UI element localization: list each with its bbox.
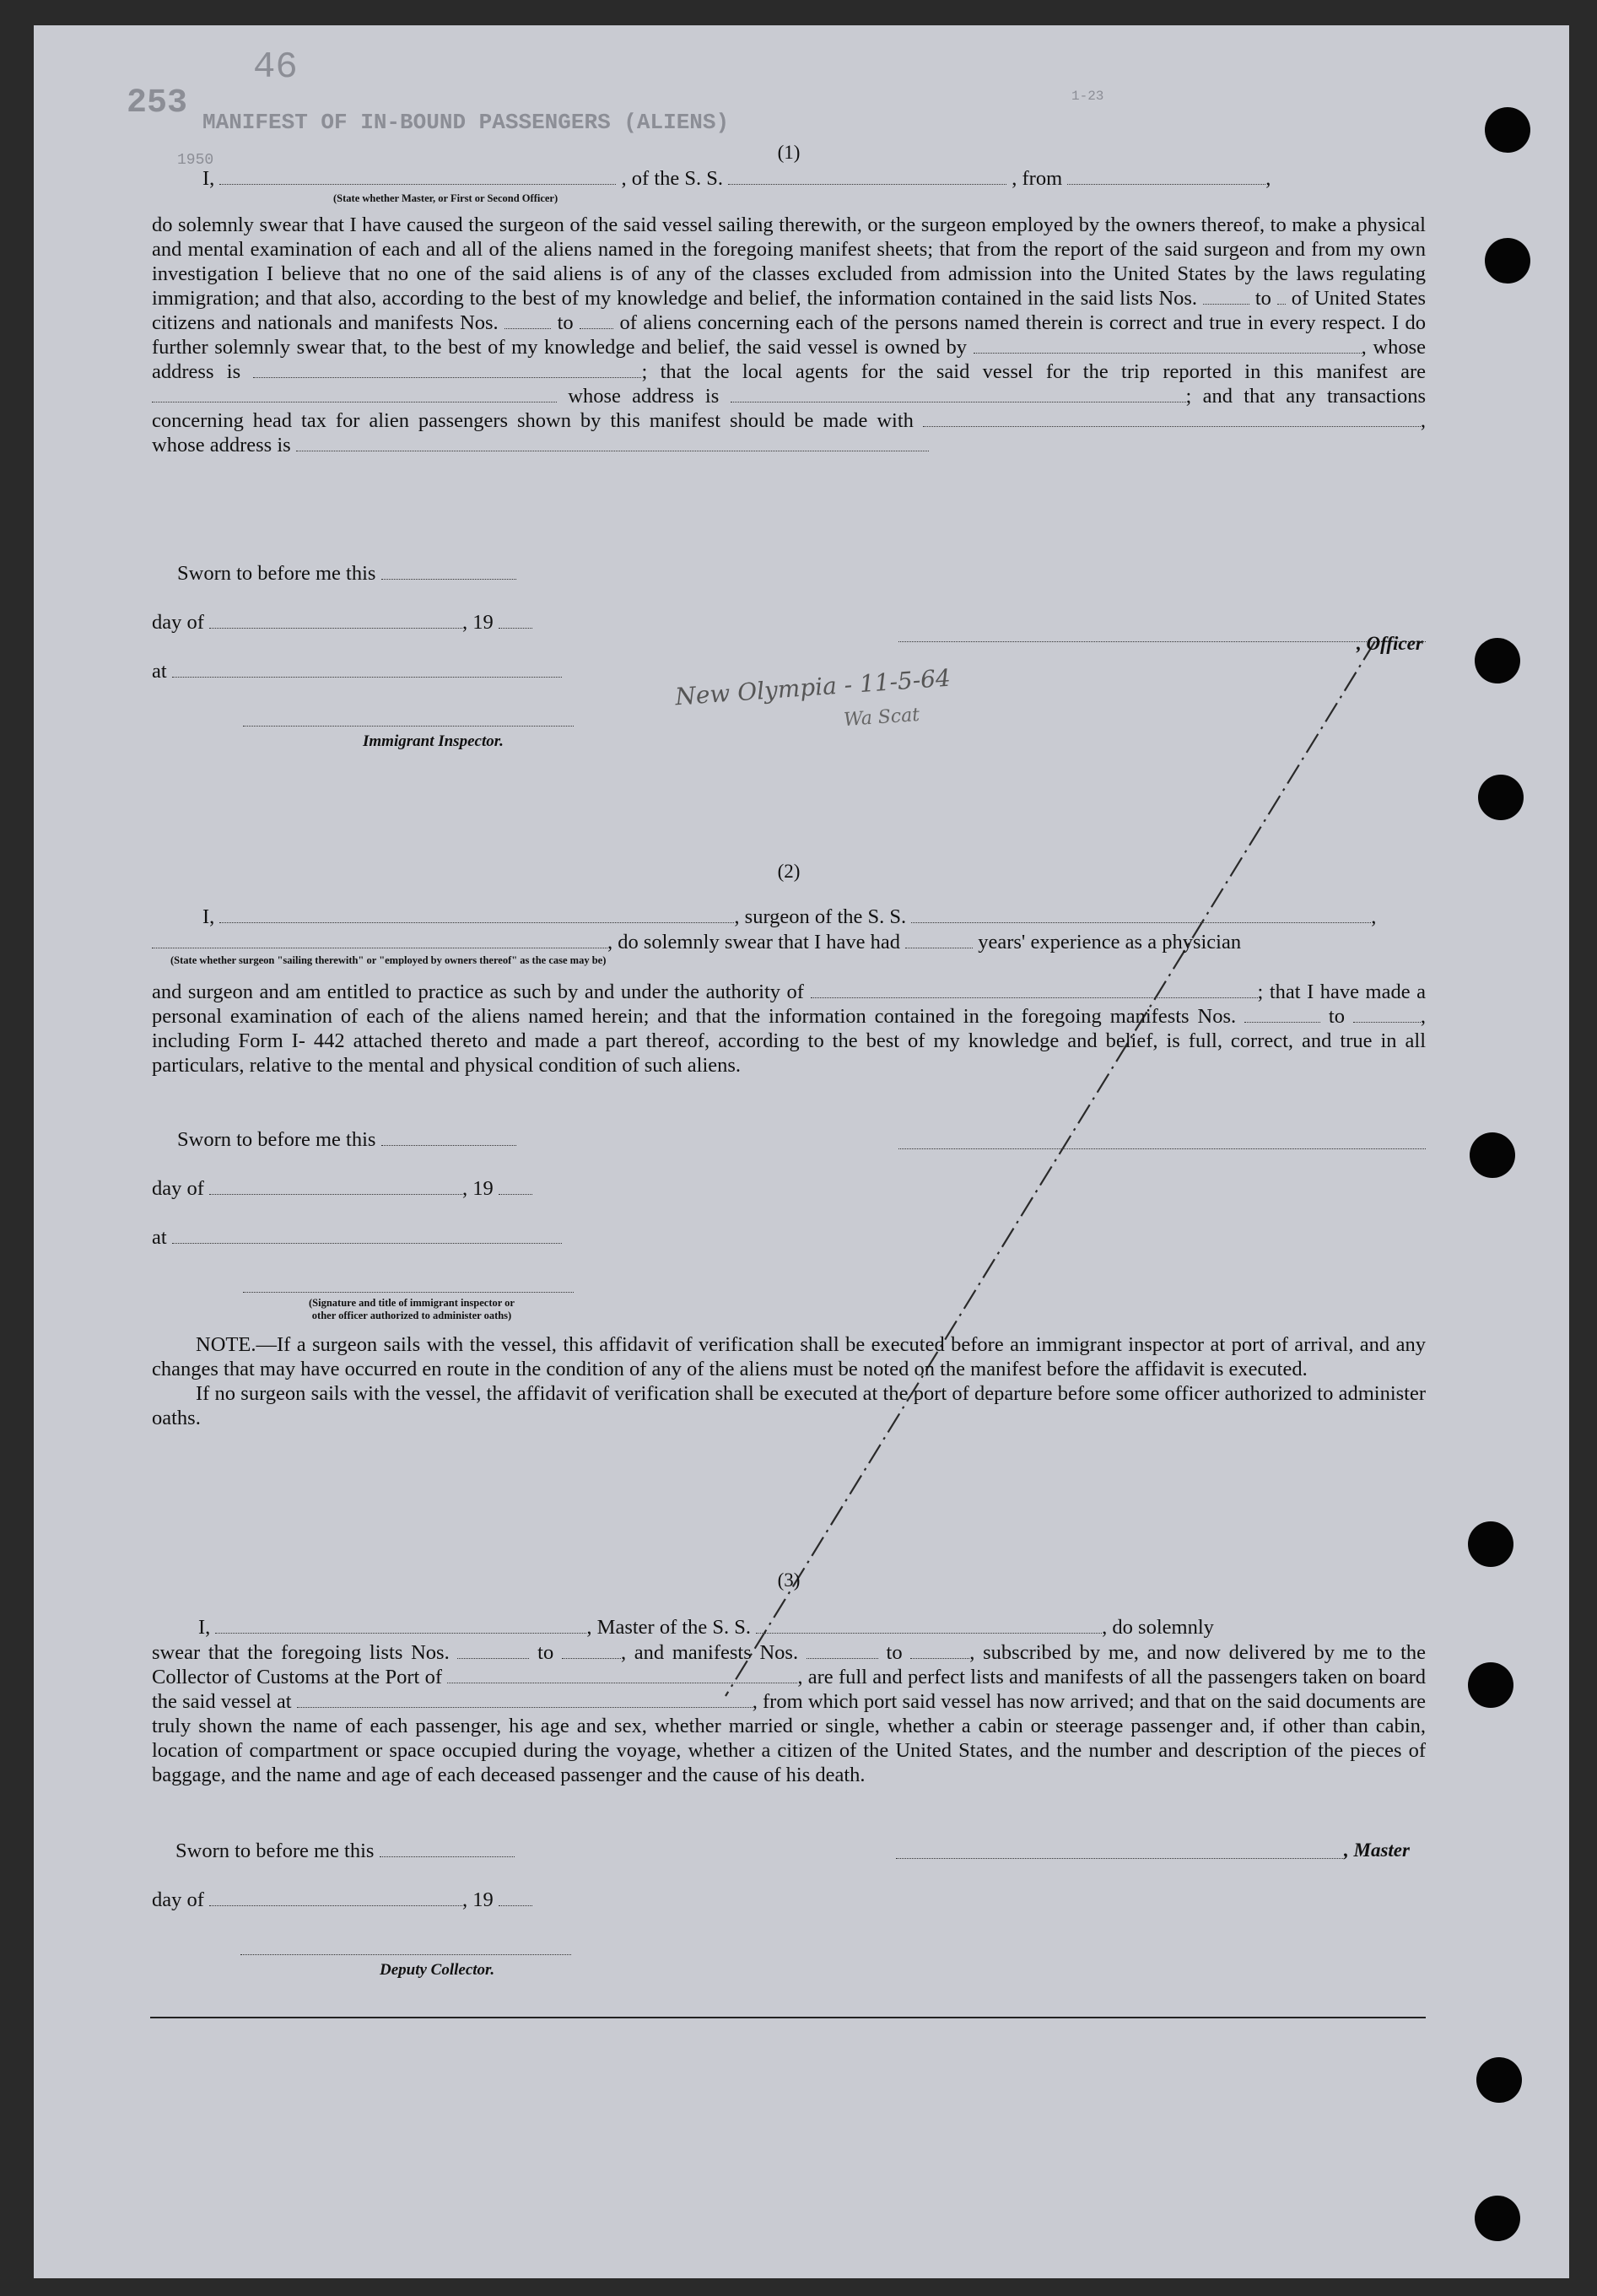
line-i: I, , surgeon of the S. S. , <box>202 905 1377 928</box>
blank-from[interactable] <box>1067 169 1265 185</box>
section2-body: and surgeon and am entitled to practice as such by and under the authority of ; that I have made a personal examination of each of the aliens named herein; and that the information contained in the foregoing manifests Nos. to , including Form I- 442 attached thereto and made a part thereof, according to the best of my knowledge and belief, is full, correct, and true in all particulars, relative to the mental and physical condition of such aliens. <box>152 981 1427 1077</box>
blank-list-from[interactable] <box>1203 289 1249 305</box>
day-line <box>152 1888 532 1912</box>
blank-manifest-to[interactable] <box>1353 1007 1421 1023</box>
inspector-signature-line[interactable] <box>243 1292 574 1293</box>
text-from-which: , from which <box>752 1690 859 1713</box>
blank-vessel[interactable] <box>911 907 1371 923</box>
inspector-signature-line[interactable] <box>243 726 574 727</box>
note-block <box>152 1332 1426 1430</box>
blank-at[interactable] <box>172 1228 562 1244</box>
caption-deputy: Deputy Collector. <box>380 1961 495 1979</box>
section3-body <box>152 1640 1426 1787</box>
text-collector: delivered by me to the Collector of Customs at the Port of <box>152 1641 1427 1688</box>
caption-surgeon: (State whether surgeon "sailing therewith" or "employed by owners thereof" as the case may be) <box>170 954 607 966</box>
text-to: to <box>886 1641 903 1664</box>
text-to: to <box>537 1641 554 1664</box>
text-whose-address: , whose address is <box>152 336 1426 383</box>
text-master-of-ss: , Master of the S. S. <box>586 1616 752 1639</box>
note-text-2: If no surgeon sails with the vessel, the affidavit of verification shall be executed at the port of departure before some officer authorized to administer oaths. <box>152 1382 1426 1429</box>
paragraph-examination: that I have made a personal examination of each of the aliens named herein; and that the information contained in the foregoing manifests Nos. <box>152 981 1427 1028</box>
blank-master-name[interactable] <box>215 1618 586 1634</box>
caption-officer: (State whether Master, or First or Second Officer) <box>333 192 558 204</box>
sworn-line <box>177 1128 516 1152</box>
section1-body <box>152 213 1426 457</box>
handwritten-note: Wa Scat <box>843 704 920 732</box>
text-from: , from <box>1012 167 1063 190</box>
blank-manifest-from[interactable] <box>1244 1007 1320 1023</box>
text-i: I, <box>202 905 215 928</box>
blank-agents-address[interactable] <box>731 386 1186 402</box>
text-solemnly: , do solemnly <box>1102 1616 1214 1639</box>
blank-list-to[interactable] <box>1277 289 1286 305</box>
caption-officer-sig: , Officer <box>1357 633 1423 654</box>
text-i: I, <box>198 1616 211 1639</box>
text-to: to <box>1328 1005 1345 1028</box>
blank-sworn[interactable] <box>381 1130 516 1146</box>
blank-surgeon-status[interactable] <box>152 932 607 948</box>
section-number: (1) <box>777 142 801 163</box>
section-1 <box>152 116 1426 758</box>
blank-officer[interactable] <box>219 169 616 185</box>
sworn-line <box>175 1840 515 1863</box>
day-line <box>152 1177 532 1201</box>
text-at: at <box>152 1226 167 1249</box>
text-swear: , do solemnly swear that I have had <box>607 931 900 954</box>
text-transactions: ; and that any transactions concerning head tax for alien passengers shown by this manifest should be made with <box>152 385 1426 432</box>
blank-authority[interactable] <box>811 982 1258 998</box>
text-whose-address-3: , whose address is <box>152 409 1427 456</box>
text-day-of: day of <box>152 611 204 634</box>
line-i <box>198 1616 1214 1640</box>
text-subscribed: , subscribed by me, and now <box>969 1641 1221 1664</box>
text-local-agents: ; that the local agents for the said vessel for the trip reported in this manifest are <box>641 360 1426 383</box>
officer-signature-line[interactable] <box>898 641 1426 642</box>
blank-at[interactable] <box>172 662 562 678</box>
blank-manifest-to[interactable] <box>580 313 613 329</box>
text-sworn: Sworn to before me this <box>175 1840 375 1862</box>
text-day-of: day of <box>152 1177 204 1200</box>
bleed-stamp-number: 253 <box>127 84 188 122</box>
text-year: , 19 <box>462 611 494 634</box>
day-line <box>152 611 532 635</box>
section-2 <box>152 814 1426 1456</box>
text-taken-on-board: manifests of all the passengers taken on board the said vessel at <box>152 1666 1427 1713</box>
blank-day[interactable] <box>209 1890 462 1906</box>
blank-owner-address[interactable] <box>253 362 641 378</box>
blank-manifest-to[interactable] <box>910 1643 969 1659</box>
text-us-citizens: of United States citizens and nationals and manifests Nos. <box>152 287 1427 334</box>
text-i: I, <box>202 167 215 190</box>
blank-vessel[interactable] <box>728 169 1006 185</box>
text-full-lists: , are full and perfect lists and <box>797 1666 1039 1688</box>
blank-surgeon-name[interactable] <box>219 907 734 923</box>
handwritten-note: New Olympia - 11-5-64 <box>674 663 952 711</box>
text-surgeon-of-ss: , surgeon of the S. S. <box>734 905 907 928</box>
blank-day[interactable] <box>209 613 462 629</box>
text-lists: swear that the foregoing lists Nos. <box>152 1641 450 1664</box>
surgeon-signature-line[interactable] <box>898 1148 1426 1149</box>
blank-owner[interactable] <box>974 338 1362 354</box>
bleed-year: 1950 <box>177 152 214 169</box>
line-swear <box>152 931 1241 954</box>
document-page <box>34 25 1569 2278</box>
text-of-aliens: of aliens concerning each of the persons named therein is correct and true in every respect. I do further solemnly swear that, to the best of my knowledge and belief, the said vessel is owned by <box>152 311 1427 359</box>
blank-year[interactable] <box>499 1890 532 1906</box>
text-of-ss: , of the S. S. <box>621 167 724 190</box>
blank-list-to[interactable] <box>562 1643 621 1659</box>
text-manifests: , and manifests Nos. <box>620 1641 799 1664</box>
text-including: , including Form I- 442 attached thereto and made a part thereof, according to the best of my knowledge and belief, is full, correct, and true in all particulars, relative to the mental and physical condition of such aliens. <box>152 1005 1427 1077</box>
text-practice: and surgeon and am entitled to practice as such by and under the authority of <box>152 981 804 1003</box>
text-day-of: day of <box>152 1888 204 1911</box>
blank-list-from[interactable] <box>457 1643 529 1659</box>
caption-master: , Master <box>1344 1840 1410 1861</box>
at-line <box>152 1226 562 1250</box>
blank-head-tax[interactable] <box>923 411 1421 427</box>
blank-head-tax-address[interactable] <box>296 435 929 451</box>
text-to: to <box>1254 287 1271 310</box>
line-i: I, , of the S. S. , from , <box>202 167 1271 190</box>
blank-year[interactable] <box>499 1179 532 1195</box>
bleed-line: 1-23 <box>1071 89 1104 104</box>
section-3 <box>152 1544 1426 2050</box>
text-sworn: Sworn to before me this <box>177 562 376 585</box>
blank-vessel[interactable] <box>756 1618 1102 1634</box>
caption-signature <box>260 1297 564 1322</box>
deputy-signature-line[interactable] <box>240 1954 571 1955</box>
blank-manifest-from[interactable] <box>807 1643 878 1659</box>
text-sworn: Sworn to before me this <box>177 1128 376 1151</box>
bottom-rule <box>150 2017 1426 2018</box>
section-number: (3) <box>777 1569 801 1591</box>
blank-year[interactable] <box>499 613 532 629</box>
master-signature-line[interactable] <box>896 1858 1343 1859</box>
caption-line: other officer authorized to administer oaths) <box>311 1310 512 1321</box>
blank-sworn[interactable] <box>381 564 516 580</box>
sworn-line <box>177 562 516 586</box>
blank-sworn[interactable] <box>380 1841 515 1857</box>
bleed-handwritten-number: 46 <box>253 46 298 89</box>
caption-line: (Signature and title of immigrant inspector or <box>309 1297 515 1309</box>
at-line <box>152 660 562 683</box>
note-label: NOTE.— <box>196 1333 277 1356</box>
paragraph-oath: do solemnly swear that I have caused the surgeon of the said vessel sailing therewith, or the surgeon employed by the owners thereof, to make a physical and mental examination of each and all of the aliens named in the foregoing manifest sheets; that from the report of the said surgeon and from my own investigation I believe that no one of the said aliens is of any of the classes excluded from admission into the United States by the laws regulating immigration; and that also, according to the best of my knowledge and belief, the information contained in the said lists Nos. <box>152 213 1426 310</box>
caption-inspector: Immigrant Inspector. <box>363 732 504 750</box>
blank-port[interactable] <box>447 1667 797 1683</box>
note-text: If a surgeon sails with the vessel, this affidavit of verification shall be executed before an immigrant inspector at port of arrival, and any changes that may have occurred en route in the condition of any of the aliens must be noted on the manifest before the affidavit is executed. <box>152 1333 1426 1380</box>
blank-port-embark[interactable] <box>297 1692 753 1708</box>
blank-day[interactable] <box>209 1179 462 1195</box>
blank-manifest-from[interactable] <box>504 313 551 329</box>
text-at: at <box>152 660 167 683</box>
text-years: years' experience as a physician <box>978 931 1242 954</box>
blank-years[interactable] <box>905 932 973 948</box>
text-whose-address-2: whose address is <box>568 385 720 408</box>
paragraph-passengers: port said vessel has now arrived; and that on the said documents are truly shown the name of each passenger, his age and sex, whether married or single, whether a cabin or steerage passenger and, if other than cabin, location of compartment or space occupied during the voyage, whether a citizen of the United States, and the number and description of the pieces of baggage, and the name and age of each deceased passenger and the cause of his death. <box>152 1690 1427 1786</box>
text-to: to <box>557 311 574 334</box>
blank-agents[interactable] <box>152 386 557 402</box>
text-year: , 19 <box>462 1177 494 1200</box>
bleed-form-title: MANIFEST OF IN-BOUND PASSENGERS (ALIENS) <box>202 110 730 135</box>
text-year: , 19 <box>462 1888 494 1911</box>
section-number: (2) <box>777 861 801 882</box>
